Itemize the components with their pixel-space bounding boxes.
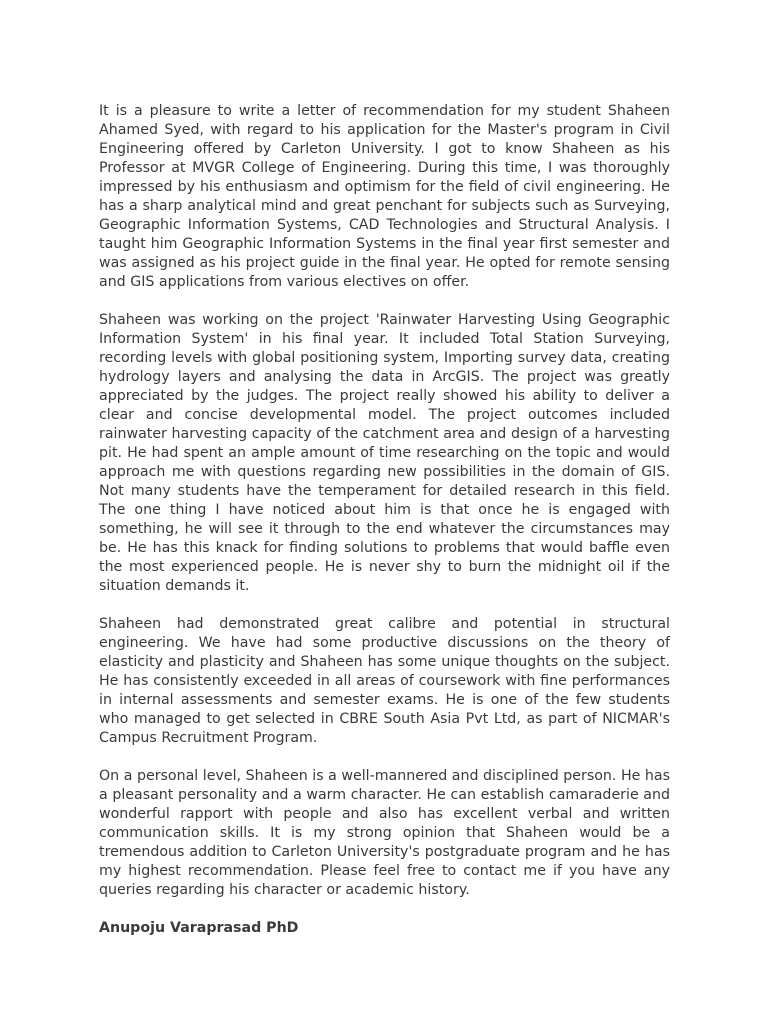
- paragraph-introduction: It is a pleasure to write a letter of recommendation for my student Shaheen Ahamed Syed, with regard to his application for the Master's program in Civil Engineering offered by Carleton University. I got to know Shaheen as his Professor at MVGR College of Engineering. During this time, I was thoroughly impressed by his enthusiasm and optimism for the field of civil engineering. He has a sharp analytical mind and great penchant for subjects such as Surveying, Geographic Information Systems, CAD Technologies and Structural Analysis. I taught him Geographic Information Systems in the final year first semester and was assigned as his project guide in the final year. He opted for remote sensing and GIS applications from various electives on offer.: [99, 103, 670, 290]
- paragraph-academics: Shaheen had demonstrated great calibre and potential in structural engineering. We have had some productive discussions on the theory of elasticity and plasticity and Shaheen has some unique thoughts on the subject. He has consistently exceeded in all areas of coursework with fine performances in internal assessments and semester exams. He is one of the few students who managed to get selected in CBRE South Asia Pvt Ltd, as part of NICMAR's Campus Recruitment Program.: [99, 616, 670, 746]
- paragraph-project: Shaheen was working on the project 'Rainwater Harvesting Using Geographic Information System' in his final year. It included Total Station Surveying, recording levels with global positioning system, Importing survey data, creating hydrology layers and analysing the data in ArcGIS. The project was greatly appreciated by the judges. The project really showed his ability to deliver a clear and concise developmental model. The project outcomes included rainwater harvesting capacity of the catchment area and design of a harvesting pit. He had spent an ample amount of time researching on the topic and would approach me with questions regarding new possibilities in the domain of GIS. Not many students have the temperament for detailed research in this field. The one thing I have noticed about him is that once he is engaged with something, he will see it through to the end whatever the circumstances may be. He has this knack for finding solutions to problems that would baffle even the most experienced people. He is never shy to burn the midnight oil if the situation demands it.: [99, 312, 670, 594]
- letter-body: [99, 102, 670, 938]
- paragraph-personal: On a personal level, Shaheen is a well-mannered and disciplined person. He has a pleasant personality and a warm character. He can establish camaraderie and wonderful rapport with people and also has excellent verbal and written communication skills. It is my strong opinion that Shaheen would be a tremendous addition to Carleton University's postgraduate program and he has my highest recommendation. Please feel free to contact me if you have any queries regarding his character or academic history.: [99, 768, 670, 898]
- signature-name: Anupoju Varaprasad PhD: [99, 920, 299, 936]
